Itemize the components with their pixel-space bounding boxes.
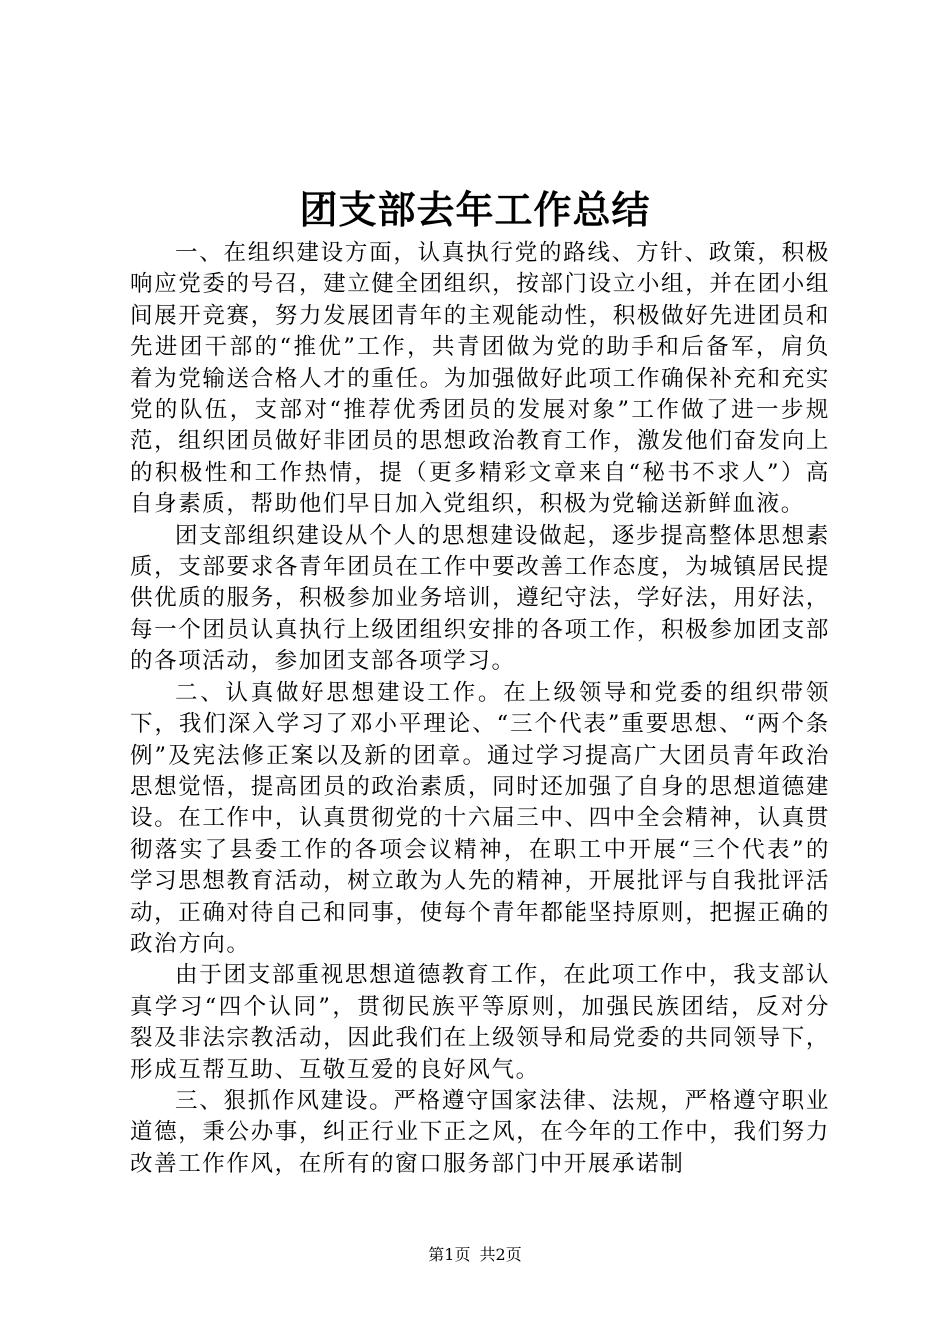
paragraph-work-style: 三、狠抓作风建设。严格遵守国家法律、法规，严格遵守职业道德，秉公办事，纠正行业下正之风，在今年的工作中，我们努力改善工作作风，在所有的窗口服务部门中开展承诺制	[130, 1087, 830, 1177]
page-footer	[0, 1244, 950, 1266]
page-number: 第1页	[428, 1245, 471, 1264]
paragraph-ideology: 二、认真做好思想建设工作。在上级领导和党委的组织带领下，我们深入学习了邓小平理论、“三个代表”重要思想、“两个条例”及宪法修正案以及新的团章。通过学习提高广大团员青年政治思想觉悟，提高团员的政治素质，同时还加强了自身的思想道德建设。在工作中，认真贯彻党的十六届三中、四中全会精神，认真贯彻落实了县委工作的各项会议精神，在职工中开展“三个代表”的学习思想教育活动，树立敢为人先的精神，开展批评与自我批评活动，正确对待自己和同事，使每个青年都能坚持原则，把握正确的政治方向。	[130, 679, 830, 957]
paragraph-ideology-detail: 由于团支部重视思想道德教育工作，在此项工作中，我支部认真学习“四个认同”，贯彻民族平等原则，加强民族团结，反对分裂及非法宗教活动，因此我们在上级领导和局党委的共同领导下，形成互帮互助、互敬互爱的良好风气。	[130, 962, 830, 1083]
paragraph-organization-detail: 团支部组织建设从个人的思想建设做起，逐步提高整体思想素质，支部要求各青年团员在工作中要改善工作态度，为城镇居民提供优质的服务，积极参加业务培训，遵纪守法，学好法，用好法，每一个团员认真执行上级团组织安排的各项工作，积极参加团支部的各项活动，参加团支部各项学习。	[130, 522, 830, 675]
paragraph-organization: 一、在组织建设方面，认真执行党的路线、方针、政策，积极响应党委的号召，建立健全团组织，按部门设立小组，并在团小组间展开竞赛，努力发展团青年的主观能动性，积极做好先进团员和先进团干部的“推优”工作，共青团做为党的助手和后备军，肩负着为党输送合格人才的重任。为加强做好此项工作确保补充和充实党的队伍，支部对“推荐优秀团员的发展对象”工作做了进一步规范，组织团员做好非团员的思想政治教育工作，激发他们奋发向上的积极性和工作热情，提（更多精彩文章来自“秘书不求人”）高自身素质，帮助他们早日加入党组织，积极为党输送新鲜血液。	[130, 240, 830, 518]
document-title: 团支部去年工作总结	[299, 188, 651, 232]
document-body	[130, 238, 830, 1180]
page-total: 共2页	[479, 1245, 522, 1264]
